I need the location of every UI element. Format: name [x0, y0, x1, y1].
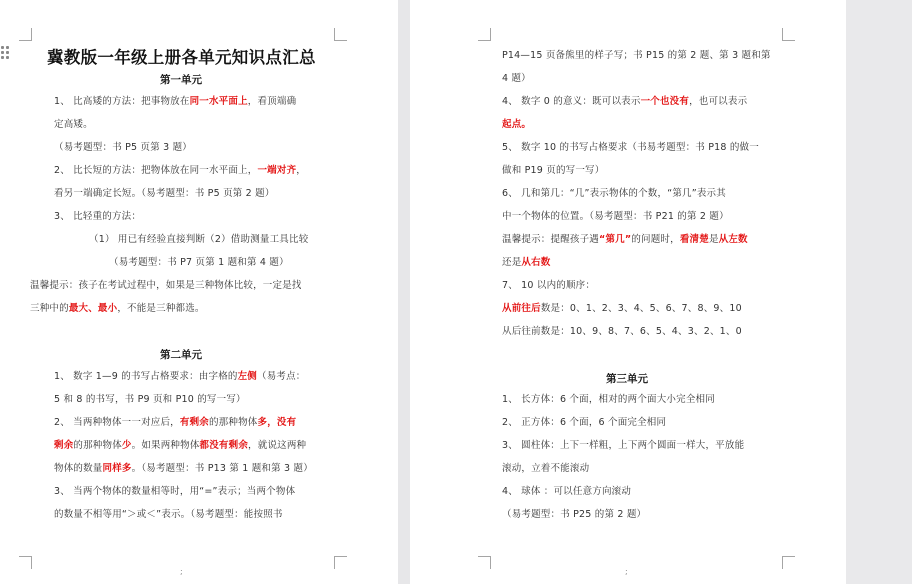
workspace-background [846, 0, 912, 584]
text-line: 1、 长方体：6 个面，相对的两个面大小完全相同 [502, 394, 715, 405]
text-line: 定高矮。 [54, 119, 93, 130]
text-line: 滚动，立着不能滚动 [502, 463, 590, 474]
text-line: 三种中的最大、最小，不能是三种都选。 [30, 303, 205, 314]
section-heading-unit-2: 第二单元 [160, 349, 202, 361]
document-title: 冀教版一年级上册各单元知识点汇总 [47, 48, 316, 67]
crop-mark-bottom-left [478, 556, 491, 569]
text-line: P14—15 页备熊里的样子写；书 P15 的第 2 题、第 3 题和第 [502, 50, 771, 61]
text-line: 1、 比高矮的方法：把事物放在同一水平面上，看顶端确 [54, 96, 297, 107]
text-line: （易考题型：书 P25 的第 2 题） [502, 509, 647, 520]
text-line: 温馨提示：孩子在考试过程中，如果是三种物体比较，一定是找 [30, 280, 302, 291]
text-line: （易考题型：书 P5 页第 3 题） [54, 142, 192, 153]
text-line: 中一个物体的位置。（易考题型：书 P21 的第 2 题） [502, 211, 729, 222]
text-line: 从后往前数是：10、9、8、7、6、5、4、3、2、1、0 [502, 326, 742, 337]
text-line: 从前往后数是：0、1、2、3、4、5、6、7、8、9、10 [502, 303, 742, 314]
text-line: 做和 P19 页的写一写） [502, 165, 605, 176]
text-line: 5 和 8 的书写，书 P9 页和 P10 的写一写） [54, 394, 246, 405]
text-line: 6、 几和第几：“几”表示物体的个数，“第几”表示其 [502, 188, 726, 199]
page-mark: ; [180, 567, 183, 576]
crop-mark-top-right [334, 28, 347, 41]
crop-mark-bottom-right [782, 556, 795, 569]
text-line: 物体的数量同样多。（易考题型：书 P13 第 1 题和第 3 题） [54, 463, 313, 474]
section-heading-unit-3: 第三单元 [606, 373, 648, 385]
section-heading-unit-1: 第一单元 [160, 74, 202, 86]
text-line: 起点。 [502, 119, 532, 130]
drag-handle-icon[interactable] [1, 46, 11, 62]
crop-mark-top-left [478, 28, 491, 41]
text-line: 1、 数字 1—9 的书写占格要求：由字格的左侧（易考点： [54, 371, 306, 382]
text-line: （1） 用已有经验直接判断（2）借助测量工具比较 [89, 234, 309, 245]
crop-mark-top-left [19, 28, 32, 41]
text-line: 2、 当两种物体一一对应后，有剩余的那种物体多，没有 [54, 417, 297, 428]
document-page-2 [410, 0, 846, 584]
text-line: 剩余的那种物体少。如果两种物体都没有剩余，就说这两种 [54, 440, 307, 451]
crop-mark-bottom-left [19, 556, 32, 569]
text-line: 5、 数字 10 的书写占格要求（书易考题型：书 P18 的做一 [502, 142, 759, 153]
crop-mark-top-right [782, 28, 795, 41]
crop-mark-bottom-right [334, 556, 347, 569]
text-line: 4、 数字 0 的意义：既可以表示一个也没有，也可以表示 [502, 96, 748, 107]
text-line: 4、 球体 ：可以任意方向滚动 [502, 486, 632, 497]
text-line: 看另一端确定长短。（易考题型：书 P5 页第 2 题） [54, 188, 275, 199]
page-mark: ; [625, 567, 628, 576]
document-page-1 [0, 0, 398, 584]
text-line: 温馨提示：提醒孩子遇“第几”的问题时，看清楚是从左数 [502, 234, 748, 245]
text-line: 2、 比长短的方法：把物体放在同一水平面上，一端对齐， [54, 165, 306, 176]
text-line: 7、 10 以内的顺序： [502, 280, 596, 291]
text-line: 还是从右数 [502, 257, 551, 268]
text-line: 3、 圆柱体：上下一样粗，上下两个圆面一样大，平放能 [502, 440, 745, 451]
text-line: 3、 当两个物体的数量相等时，用“=”表示；当两个物体 [54, 486, 296, 497]
text-line: （易考题型：书 P7 页第 1 题和第 4 题） [109, 257, 289, 268]
text-line: 2、 正方体：6 个面，6 个面完全相同 [502, 417, 667, 428]
text-line: 4 题） [502, 73, 531, 84]
text-line: 的数量不相等用“＞或＜”表示。（易考题型：能按照书 [54, 509, 283, 520]
text-line: 3、 比轻重的方法： [54, 211, 142, 222]
